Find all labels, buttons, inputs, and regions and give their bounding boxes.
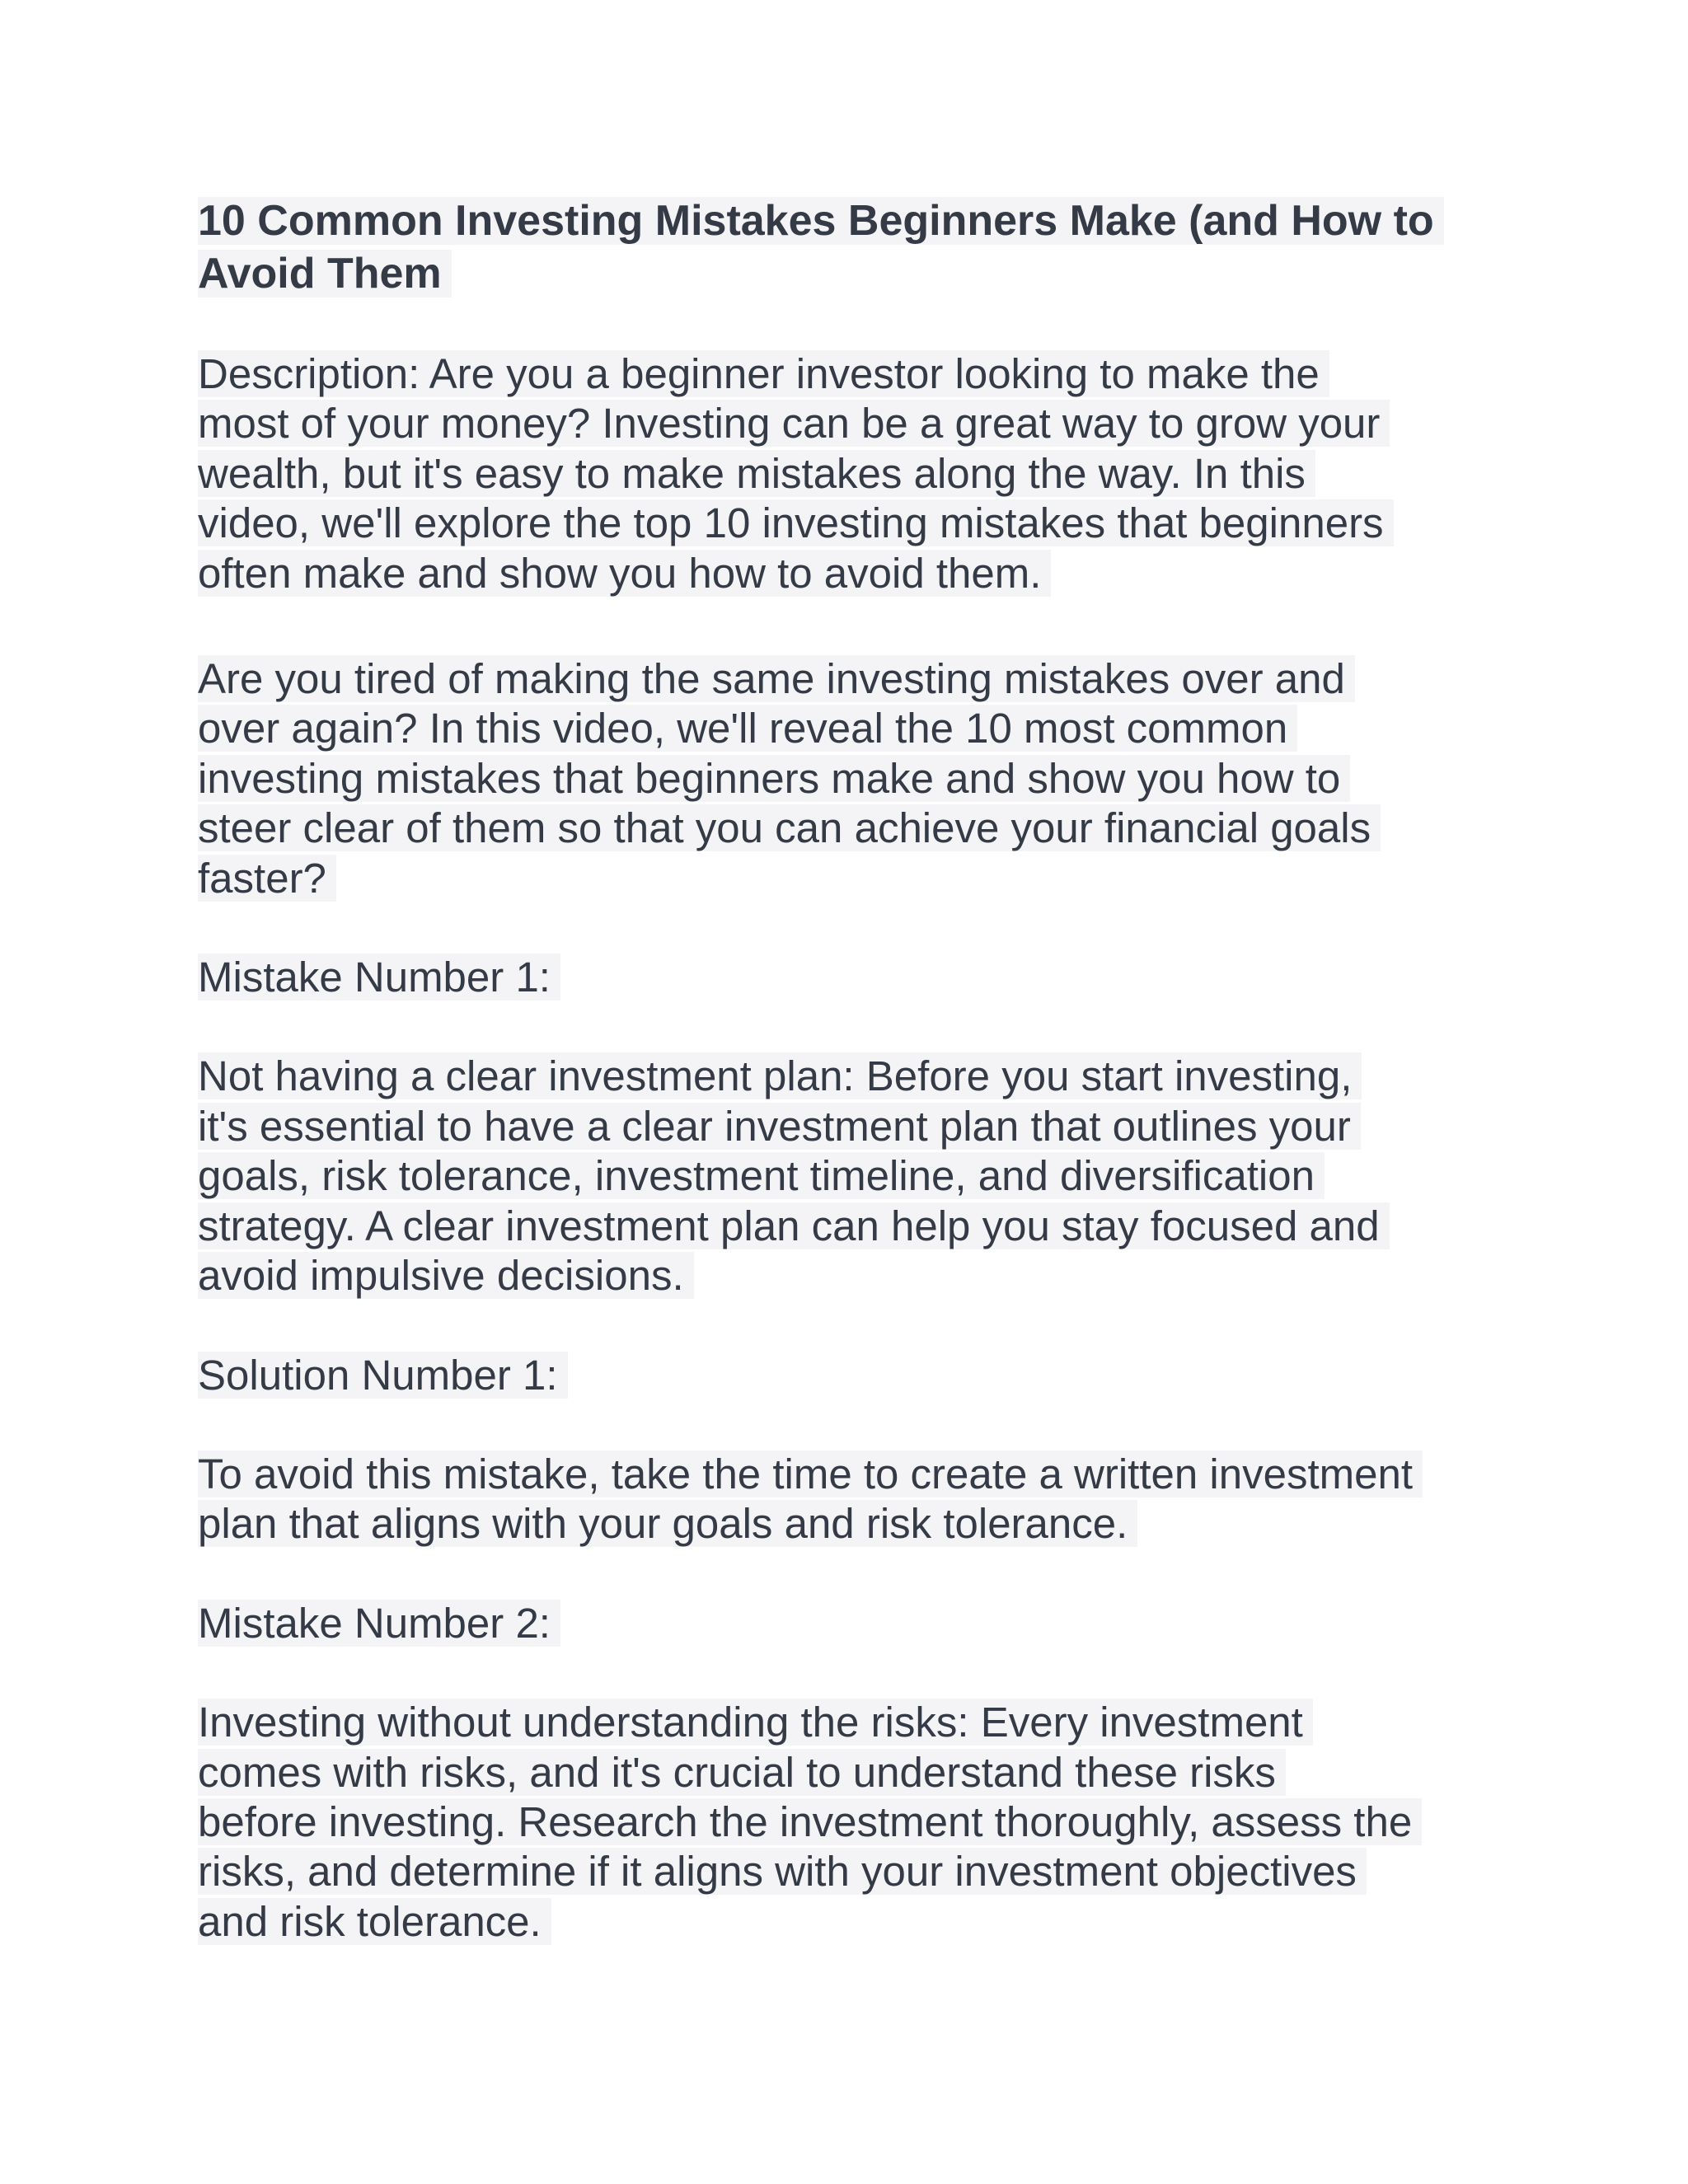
intro-paragraph: [198, 654, 1500, 903]
paragraph-line: investing mistakes that beginners make and show you how to: [198, 754, 1500, 804]
spacer: [198, 300, 1500, 349]
paragraph-line: Are you tired of making the same investing mistakes over and: [198, 654, 1500, 704]
paragraph-line: often make and show you how to avoid them.: [198, 549, 1500, 598]
paragraph-line: it's essential to have a clear investment plan that outlines your: [198, 1102, 1500, 1151]
paragraph-line: wealth, but it's easy to make mistakes along the way. In this: [198, 449, 1500, 499]
spacer: [198, 903, 1500, 953]
mistake-1-paragraph: [198, 1052, 1500, 1301]
spacer: [198, 1002, 1500, 1052]
description-paragraph: [198, 349, 1500, 598]
paragraph-line: over again? In this video, we'll reveal the 10 most common: [198, 704, 1500, 753]
document-title: [198, 194, 1500, 300]
paragraph-line: Not having a clear investment plan: Before you start investing,: [198, 1052, 1500, 1101]
paragraph-line: Investing without understanding the risks: Every investment: [198, 1698, 1500, 1747]
paragraph-line: video, we'll explore the top 10 investing mistakes that beginners: [198, 499, 1500, 548]
mistake-1-heading: Mistake Number 1:: [198, 953, 1500, 1002]
paragraph-line: faster?: [198, 854, 1500, 903]
paragraph-line: and risk tolerance.: [198, 1897, 1500, 1947]
paragraph-line: plan that aligns with your goals and risk tolerance.: [198, 1499, 1500, 1549]
paragraph-line: goals, risk tolerance, investment timeline, and diversification: [198, 1151, 1500, 1201]
title-line: 10 Common Investing Mistakes Beginners Make (and How to: [198, 194, 1500, 247]
mistake-2-heading: Mistake Number 2:: [198, 1599, 1500, 1648]
spacer: [198, 598, 1500, 654]
solution-1-paragraph: [198, 1450, 1500, 1549]
spacer: [198, 1400, 1500, 1450]
paragraph-line: risks, and determine if it aligns with your investment objectives: [198, 1847, 1500, 1896]
document-page: [198, 194, 1500, 1947]
paragraph-line: Description: Are you a beginner investor looking to make the: [198, 349, 1500, 399]
title-line: Avoid Them: [198, 247, 1500, 300]
paragraph-line: steer clear of them so that you can achieve your financial goals: [198, 804, 1500, 853]
mistake-2-paragraph: [198, 1698, 1500, 1947]
spacer: [198, 1549, 1500, 1599]
paragraph-line: comes with risks, and it's crucial to understand these risks: [198, 1748, 1500, 1797]
paragraph-line: strategy. A clear investment plan can help you stay focused and: [198, 1202, 1500, 1251]
paragraph-line: most of your money? Investing can be a great way to grow your: [198, 399, 1500, 448]
solution-1-heading: Solution Number 1:: [198, 1351, 1500, 1400]
spacer: [198, 1301, 1500, 1351]
paragraph-line: To avoid this mistake, take the time to create a written investment: [198, 1450, 1500, 1499]
paragraph-line: before investing. Research the investment thoroughly, assess the: [198, 1797, 1500, 1847]
paragraph-line: avoid impulsive decisions.: [198, 1251, 1500, 1301]
spacer: [198, 1648, 1500, 1698]
